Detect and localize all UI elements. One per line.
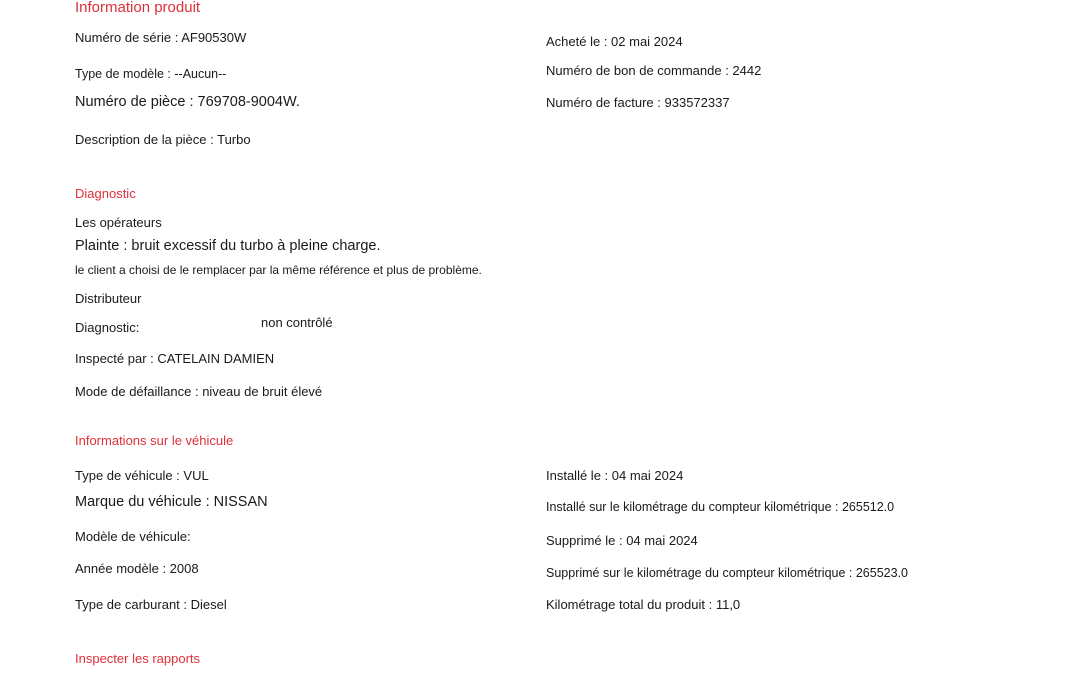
invoice-number: Numéro de facture : 933572337 <box>546 95 730 110</box>
removed-date: Supprimé le : 04 mai 2024 <box>546 533 698 548</box>
fuel-type: Type de carburant : Diesel <box>75 597 227 612</box>
failure-mode: Mode de défaillance : niveau de bruit élevé <box>75 384 323 399</box>
complaint-text: Plainte : bruit excessif du turbo à pleine charge. <box>75 238 381 254</box>
section-heading-diagnostic: Diagnostic <box>75 186 136 201</box>
part-number: Numéro de pièce : 769708-9004W. <box>75 94 300 110</box>
distributor-label: Distributeur <box>75 291 142 306</box>
model-year: Année modèle : 2008 <box>75 561 199 576</box>
vehicle-model: Modèle de véhicule: <box>75 529 191 544</box>
client-note: le client a choisi de le remplacer par la même référence et plus de problème. <box>75 263 482 277</box>
model-type: Type de modèle : --Aucun-- <box>75 67 227 81</box>
inspected-by: Inspecté par : CATELAIN DAMIEN <box>75 351 275 366</box>
section-heading-reports: Inspecter les rapports <box>75 651 201 666</box>
installed-odometer: Installé sur le kilométrage du compteur kilométrique : 265512.0 <box>546 500 895 514</box>
operators-label: Les opérateurs <box>75 215 162 230</box>
installed-date: Installé le : 04 mai 2024 <box>546 468 684 483</box>
diagnostic-value: non contrôlé <box>261 315 333 330</box>
part-description: Description de la pièce : Turbo <box>75 132 251 147</box>
purchase-date: Acheté le : 02 mai 2024 <box>546 34 683 49</box>
vehicle-type: Type de véhicule : VUL <box>75 468 209 483</box>
serial-number: Numéro de série : AF90530W <box>75 30 247 45</box>
removed-odometer: Supprimé sur le kilométrage du compteur kilométrique : 265523.0 <box>546 566 908 580</box>
order-number: Numéro de bon de commande : 2442 <box>546 63 762 78</box>
section-heading-vehicle: Informations sur le véhicule <box>75 433 234 448</box>
total-product-km: Kilométrage total du produit : 11,0 <box>546 597 741 612</box>
diagnostic-label: Diagnostic: <box>75 320 140 335</box>
vehicle-brand: Marque du véhicule : NISSAN <box>75 494 268 510</box>
section-heading-product: Information produit <box>75 0 201 16</box>
